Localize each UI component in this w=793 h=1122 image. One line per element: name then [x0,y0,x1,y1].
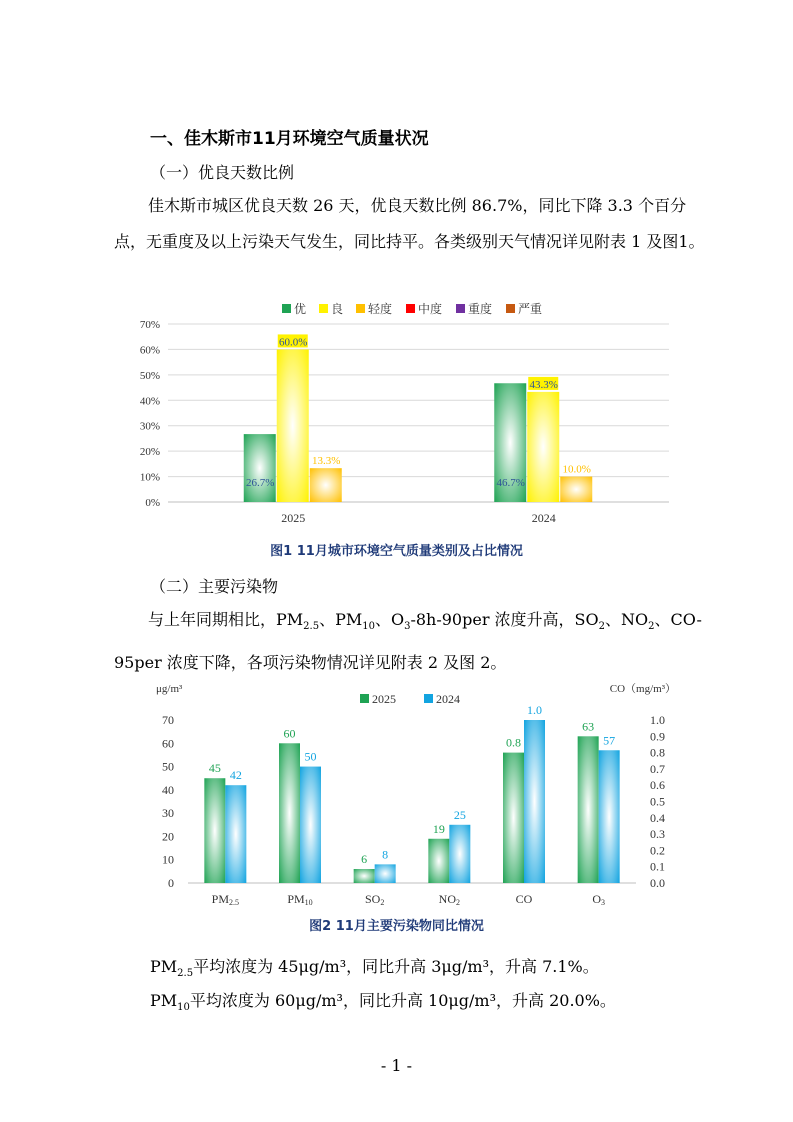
figure2-data-label: 63 [582,719,595,734]
figure2-right-tick-label: 0.1 [650,859,665,874]
figure2-data-label: 25 [453,807,466,822]
section2-text: 与上年同期相比，$PM_{2.5}$、$PM_{10}$、$O_3-8h-90per$ 浓度升高，$SO_2$、$NO_2$、CO-95per 浓度下降，各项污染物情况详见附表 2 及图 2。 [114,610,702,673]
figure1-bar [277,349,309,502]
section1-paragraph [114,188,714,260]
figure2-bar [354,869,375,883]
figure1-data-label: 26.7% [246,477,275,489]
figure2-legend-swatch [360,694,369,703]
figure2-left-tick-label: 70 [162,713,174,727]
figure1-x-tick-label: 2024 [531,511,556,525]
figure2-data-label: 60 [283,726,296,741]
figure2-left-tick-label: 30 [162,806,174,821]
figure2-chart [146,678,686,910]
stat-pm25: $PM_{2.5}$平均浓度为 45μg/m³，同比升高 3μg/m³，升高 7.1%。 [150,957,599,980]
figure1-data-label: 60.0% [279,336,308,349]
figure2-data-label: 57 [603,733,616,748]
figure2-x-tick-label: NO2 [438,892,461,907]
figure2-data-label: 1.0 [527,703,542,717]
figure1-legend-label: 重度 [468,302,493,316]
figure1-legend-swatch [506,304,515,313]
figure1-legend-label: 严重 [518,302,543,316]
figure2-right-tick-label: 0.0 [650,876,665,890]
figure2-bar [375,864,396,883]
figure2-x-tick-label: PM2.5 [211,892,240,907]
figure2-right-tick-label: 0.9 [650,729,665,744]
figure2-bar [300,767,321,883]
figure2-data-label: 42 [229,768,242,783]
figure2-data-label: 19 [432,821,445,836]
figure2-bar [428,839,449,883]
figure1-background [124,298,684,532]
figure1-legend-label: 中度 [418,302,443,316]
figure1-data-label: 10.0% [562,463,591,476]
figure1-y-tick-label: 10% [139,471,160,484]
figure2-bar [599,750,620,883]
figure2-legend-label: 2024 [436,692,460,706]
figure1-y-tick-label: 50% [139,369,160,382]
figure1-bar [560,477,592,502]
figure1-y-tick-label: 40% [139,395,160,408]
figure2-left-tick-label: 40 [162,782,174,797]
figure2-right-tick-label: 1.0 [650,713,665,727]
figure1-legend-label: 良 [331,302,344,316]
figure1-data-label: 43.3% [529,378,558,391]
figure2-left-tick-label: 50 [162,759,174,774]
section1-text: 佳木斯市城区优良天数 26 天，优良天数比例 86.7%，同比下降 3.3 个百分点，无重度及以上污染天气发生，同比持平。各类级别天气情况详见附表 1 及图1。 [114,196,705,251]
page-number: - 1 - [380,1056,413,1075]
stat-pm10: $PM_{10}$平均浓度为 60μg/m³，同比升高 10μg/m³，升高 20.0%。 [150,991,616,1014]
figure2-data-label: 8 [382,847,389,862]
figure2-caption: 图2 11月主要污染物同比情况 [309,919,484,934]
figure2-bar [449,825,470,883]
section2-paragraph [114,602,714,681]
figure2-left-tick-label: 0 [168,876,174,890]
figure2-right-tick-label: 0.5 [650,794,665,809]
figure2-left-tick-label: 20 [162,829,174,844]
figure2-x-tick-label: CO [515,892,533,906]
figure1-bar [310,468,342,502]
figure1-data-label: 46.7% [496,477,525,489]
figure2-legend-label: 2025 [372,692,396,706]
figure1-legend-label: 轻度 [368,302,393,316]
figure1-legend-swatch [319,304,328,313]
figure1-legend-swatch [282,304,291,313]
figure2-left-tick-label: 60 [162,736,174,751]
figure1-legend-label: 优 [294,302,307,316]
figure2-x-tick-label: O3 [592,892,606,907]
figure2-data-label: 6 [361,852,368,867]
figure2-right-tick-label: 0.8 [650,745,665,760]
figure2-data-label: 50 [304,749,317,764]
figure2-right-tick-label: 0.6 [650,778,665,793]
figure2-x-ticks [212,892,605,907]
figure2-bars [204,703,619,883]
figure2-left-axis-label: μg/m³ [156,683,183,695]
figure1-y-tick-label: 20% [139,446,160,459]
figure2-bar [225,785,246,883]
figure1-bar [527,392,559,502]
figure2-right-axis-label: CO（mg/m³） [609,683,676,695]
section1-title: （一）优良天数比例 [150,163,295,182]
figure2-right-tick-label: 0.3 [650,827,665,842]
figure1-data-label: 13.3% [312,455,341,468]
figure2-bar [279,743,300,883]
figure2-data-label: 45 [208,761,221,776]
figure2-right-tick-label: 0.7 [650,761,665,776]
section2-title: （二）主要污染物 [150,577,279,596]
page-heading: 一、佳木斯市11月环境空气质量状况 [150,129,429,149]
figure1-chart [124,298,684,532]
figure2-left-tick-label: 10 [162,852,174,867]
figure2-legend [360,692,460,706]
figure2-bar [204,778,225,883]
figure2-bar [503,753,524,883]
figure1-legend-swatch [356,304,365,313]
figure2-x-tick-label: SO2 [364,892,385,907]
figure2-right-tick-label: 0.4 [650,810,665,825]
figure2-x-tick-label: PM10 [287,892,313,907]
figure2-bar [578,736,599,883]
figure1-y-tick-label: 30% [139,420,160,433]
figure2-right-tick-label: 0.2 [650,843,665,858]
figure1-y-tick-label: 60% [139,344,160,357]
figure1-bar [244,434,276,502]
figure2-legend-swatch [424,694,433,703]
figure1-x-tick-label: 2025 [281,511,306,525]
figure1-y-tick-label: 70% [139,319,160,331]
figure1-legend-swatch [406,304,415,313]
figure1-legend-swatch [456,304,465,313]
figure2-data-label: 0.8 [506,735,521,750]
figure1-caption: 图1 11月城市环境空气质量类别及占比情况 [270,544,523,559]
figure1-y-tick-label: 0% [145,497,160,509]
figure2-bar [524,720,545,883]
